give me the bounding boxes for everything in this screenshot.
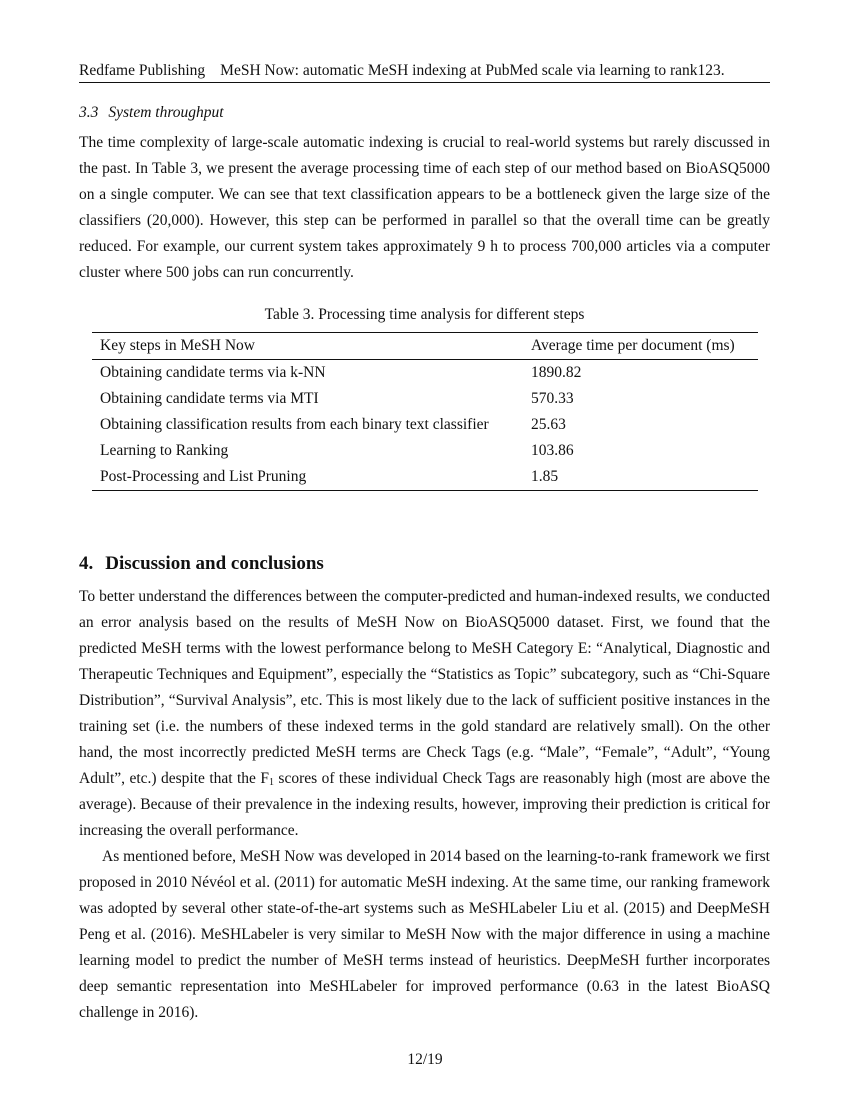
table-cell-step: Obtaining candidate terms via MTI [100,390,319,407]
section-number: 4. [79,553,94,574]
table-row [92,412,758,438]
section-title: Discussion and conclusions [105,553,324,574]
paragraph-error-analysis [79,584,770,844]
table-cell-time: 25.63 [531,416,566,433]
table-cell-time: 1890.82 [531,364,582,381]
paragraph-related-systems: As mentioned before, MeSH Now was developed in 2014 based on the learning-to-rank framework we first proposed in 2010 Névéol et al. (2011) for automatic MeSH indexing. At the same time, our ranking framework was adopted by several other state-of-the-art systems such as MeSHLabeler Liu et al. (2015) and DeepMeSH Peng et al. (2016). MeSHLabeler is very similar to MeSH Now with the major difference in using a machine learning model to predict the number of MeSH terms instead of heuristics. DeepMeSH further incorporates deep semantic representation into MeSHLabeler for improved performance (0.63 in the latest BioASQ challenge in 2016). [79,848,770,1021]
table-row [92,438,758,464]
table-cell-step: Obtaining classification results from each binary text classifier [100,416,489,433]
subsection-title: System throughput [108,104,224,121]
table-header-row [92,333,758,360]
table-row [92,386,758,412]
page-number: 12/19 [407,1051,443,1068]
table-cell-step: Obtaining candidate terms via k-NN [100,364,326,381]
subsection-number: 3.3 [79,104,99,121]
table-header-cell: Key steps in MeSH Now [92,333,523,360]
paragraph-system-throughput: The time complexity of large-scale automatic indexing is crucial to real-world systems but rarely discussed in the past. In Table 3, we present the average processing time of each step of our method based on BioASQ5000 on a single computer. We can see that text classification appears to be a bottleneck given the large size of the classifiers (20,000). However, this step can be performed in parallel so that the overall time can be greatly reduced. For example, our current system takes approximately 9 h to process 700,000 articles via a computer cluster where 500 jobs can run concurrently. [79,134,770,281]
subscript-f1: 1 [268,777,274,788]
header-publisher: Redfame Publishing [79,62,206,79]
table-header-cell: Average time per document (ms) [523,333,758,360]
table-cell-time: 570.33 [531,390,574,407]
header-short-title: MeSH Now: automatic MeSH indexing at PubMed scale via learning to rank123. [220,62,725,79]
table-cell-step: Learning to Ranking [100,442,229,459]
processing-time-table [92,332,758,491]
running-header [79,60,770,83]
paragraph-text: To better understand the differences between the computer-predicted and human-indexed results, we conducted an error analysis based on the results of MeSH Now on BioASQ5000 dataset. First, we found that the predicted MeSH terms with the lowest performance belong to MeSH Category E: “Analytical, Diagnostic and Therapeutic Techniques and Equipment”, especially the “Statistics as Topic” subcategory, such as “Chi-Square Distribution”, “Survival Analysis”, etc. This is most likely due to the lack of sufficient positive instances in the training set (i.e. the numbers of these indexed terms in the gold standard are relatively small). On the other hand, the most incorrectly predicted MeSH terms are Check Tags (e.g. “Male”, “Female”, “Adult”, “Young Adult”, etc.) despite that the F [79,588,770,787]
table-row [92,464,758,491]
table-cell-time: 1.85 [531,468,559,485]
paragraph-text: scores of these individual Check Tags are reasonably high (most are above the average). Because of their prevalence in the indexing results, however, improving their prediction is critical for increasing the overall performance. [79,770,770,839]
table-caption: Table 3. Processing time analysis for different steps [264,306,585,323]
table-cell-step: Post-Processing and List Pruning [100,468,307,485]
subsection-heading [79,102,224,124]
table-cell-time: 103.86 [531,442,574,459]
section-heading [79,551,324,577]
table-row [92,360,758,387]
